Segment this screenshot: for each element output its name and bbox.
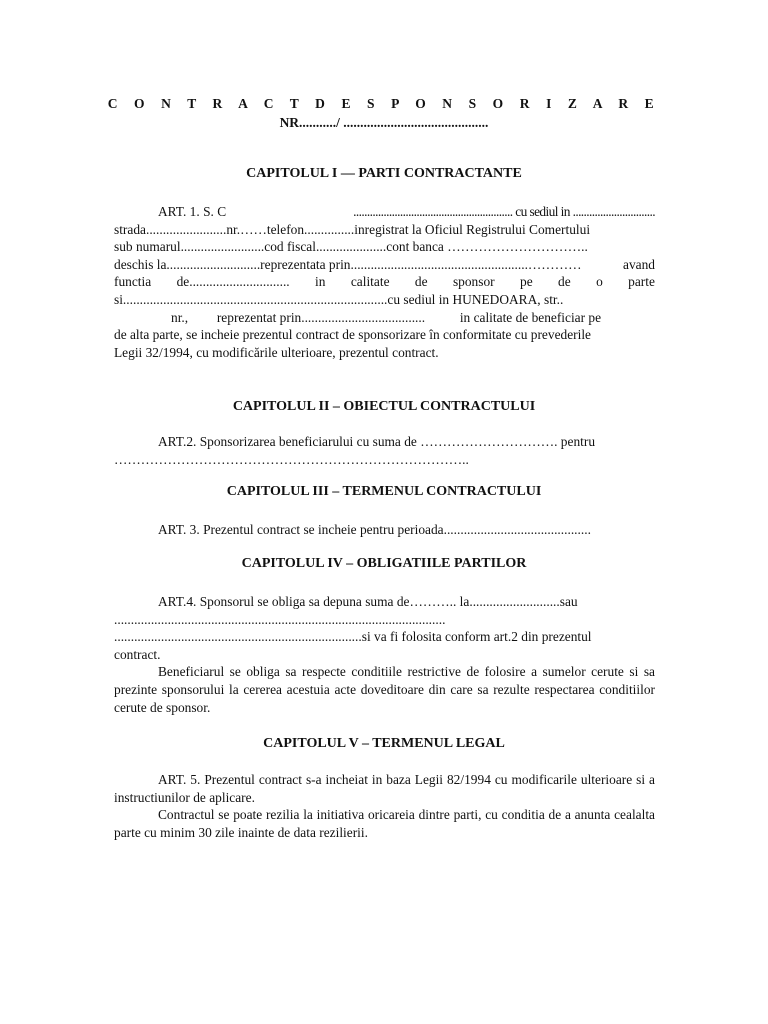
art5-paragraph-2: Contractul se poate rezilia la initiativa oricareia dintre parti, cu conditia de a anunta cealalta parte cu minim 30 zile inainte de data rezilierii. [114, 807, 655, 840]
art2-line-2: …………………………………………………………………….. [114, 451, 469, 467]
art1-line-9: Legii 32/1994, cu modificările ulterioare, prezentul contract. [114, 344, 439, 360]
art4-paragraph-2: Beneficiarul se obliga sa respecte conditiile restrictive de folosire a sumelor cerute si sa prezinte sponsorului la cererea acestuia acte doveditoare din care sa rezulte respectarea conditiilor cerute de sponsor. [114, 664, 655, 715]
art1-line-8: de alta parte, se incheie prezentul contract de sponsorizare în conformitate cu prevederile [114, 327, 591, 343]
art1-line-3: sub numarul.........................cod fiscal.....................cont banca ………………………….. [114, 239, 588, 255]
art3-line-1: ART. 3. Prezentul contract se incheie pentru perioada............................................ [158, 522, 591, 537]
art1-line-4: deschis la............................reprezentata prin.....................................................………… avand [114, 256, 655, 272]
chapter-1-heading: CAPITOLUL I — PARTI CONTRACTANTE [246, 166, 522, 181]
article-1 [114, 203, 655, 361]
art2-line-1: ART.2. Sponsorizarea beneficiarului cu suma de …………………………. pentru [158, 434, 596, 449]
article-2 [114, 433, 655, 468]
chapter-3-heading: CAPITOLUL III – TERMENUL CONTRACTULUI [226, 484, 542, 499]
document-title: C O N T R A C T D E S P O N S O R I Z A R E [107, 96, 661, 111]
art1-line-2: strada........................nr.……telefon...............inregistrat la Oficiul Registrului Comertului [114, 221, 591, 237]
contract-number-line: NR.........../ ........................................... [279, 115, 489, 130]
art1-line-7: nr., reprezentat prin..................................... in calitate de beneficiar pe [171, 309, 602, 325]
art1-line-6: si...............................................................................cu sediul in HUNEDOARA, str.. [114, 291, 564, 307]
art4-line-2: ................................................................................................... [114, 611, 446, 627]
chapter-5-heading: CAPITOLUL V – TERMENUL LEGAL [263, 736, 505, 751]
art1-line-1: ART. 1. S. C .......................................................... cu sediul in .............................. [158, 204, 655, 219]
art4-line-4: contract. [114, 646, 161, 662]
article-4 [114, 593, 655, 716]
chapter-4-heading: CAPITOLUL IV – OBLIGATIILE PARTILOR [241, 556, 527, 571]
article-5 [114, 771, 655, 841]
art4-line-3: ..........................................................................si va fi folosita conform art.2 din prezentul [114, 629, 592, 645]
article-3 [114, 521, 655, 539]
art5-paragraph-1: ART. 5. Prezentul contract s-a incheiat in baza Legii 82/1994 cu modificarile ulterioare si a instructiunilor de aplicare. [114, 772, 655, 805]
chapter-2-heading: CAPITOLUL II – OBIECTUL CONTRACTULUI [232, 399, 536, 414]
art1-line-5: functia de.............................. in calitate de sponsor pe de o parte [114, 274, 655, 290]
art4-line-1: ART.4. Sponsorul se obliga sa depuna suma de……….. la...........................sau [158, 594, 578, 609]
